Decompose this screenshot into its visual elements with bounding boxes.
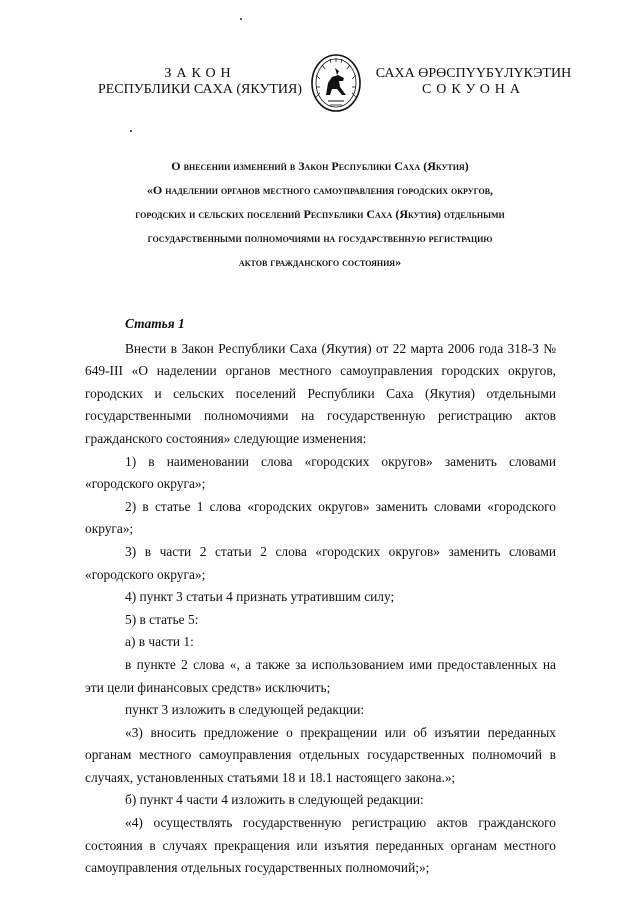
- scan-speck: [240, 18, 242, 20]
- article-heading: Статья 1: [125, 316, 185, 331]
- article-paragraph: «4) осуществлять государственную регистрацию актов гражданского состояния в случаях прекращения или изъятия переданных органам местного самоуправления отдельных государственных полномочий;»;: [85, 815, 556, 876]
- header-right-line2: СОКУОНА: [421, 82, 526, 97]
- article-paragraph: 2) в статье 1 слова «городских округов» заменить словами «городского округа»;: [85, 498, 556, 537]
- article-paragraph: 3) в части 2 статьи 2 слова «городских округов» заменить словами «городского округа»;: [85, 543, 556, 582]
- header-left: [90, 66, 310, 98]
- article-body: [85, 313, 556, 880]
- article-paragraph: пункт 3 изложить в следующей редакции:: [125, 702, 365, 718]
- article-paragraph: Внести в Закон Республики Саха (Якутия) от 22 марта 2006 года 318-З № 649-III «О наделении органов местного самоуправления городских округов, городских и сельских поселений Республики Саха (Якутия) отдельными государственными полномочиями на государственную регистрацию актов гражданского состояния» следующие изменения:: [85, 340, 556, 446]
- law-title-line: государственными полномочиями на государственную регистрацию: [147, 231, 493, 245]
- coat-of-arms-emblem: [310, 53, 362, 113]
- header-right-line1: САХА ӨРӨСПҮҮБҮЛҮКЭТИН: [375, 66, 572, 81]
- law-title-line: «О наделении органов местного самоуправления городских округов,: [146, 183, 494, 197]
- header-left-line1: ЗАКОН: [164, 66, 236, 81]
- article-paragraph: б) пункт 4 части 4 изложить в следующей редакции:: [125, 792, 424, 808]
- law-title-line: городских и сельских поселений Республики Саха (Якутия) отдельными: [135, 207, 505, 221]
- article-paragraph: а) в части 1:: [125, 634, 194, 650]
- article-paragraph: 4) пункт 3 статьи 4 признать утратившим силу;: [125, 589, 395, 605]
- article-paragraph: в пункте 2 слова «, а также за использованием ими предоставленных на эти цели финансовых средств» исключить;: [85, 656, 556, 695]
- header-right: [366, 66, 581, 98]
- law-title-line: актов гражданского состояния»: [238, 255, 402, 269]
- scan-speck: [130, 130, 132, 132]
- header-left-line2: РЕСПУБЛИКИ САХА (ЯКУТИЯ): [97, 82, 303, 97]
- article-paragraph: «3) вносить предложение о прекращении или об изъятии переданных органам местного самоуправления отдельных государственных полномочий в случаях, установленных статьями 18 и 18.1 настоящего закона.»;: [85, 724, 556, 785]
- law-title-line: О внесении изменений в Закон Республики Саха (Якутия): [171, 159, 469, 173]
- article-paragraph: 1) в наименовании слова «городских округов» заменить словами «городского округа»;: [85, 453, 556, 492]
- article-paragraph: 5) в статье 5:: [125, 611, 199, 627]
- law-title: [80, 154, 560, 274]
